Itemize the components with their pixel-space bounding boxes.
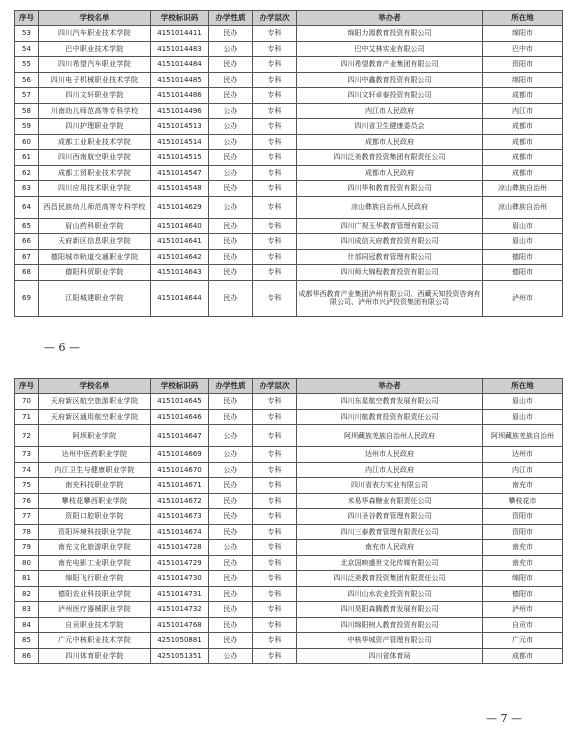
cell-sponsor: 成都市人民政府 <box>297 165 483 181</box>
cell-location: 资阳市 <box>483 509 563 525</box>
cell-code: 4151014732 <box>151 602 209 618</box>
cell-school: 广元中核职业技术学院 <box>39 633 151 649</box>
cell-code: 4151014731 <box>151 586 209 602</box>
cell-school: 四川护理职业学院 <box>39 119 151 135</box>
header-level: 办学层次 <box>253 379 297 394</box>
cell-level: 专科 <box>253 478 297 494</box>
cell-code: 4151014484 <box>151 57 209 73</box>
cell-location: 成都市 <box>483 88 563 104</box>
cell-level: 专科 <box>253 509 297 525</box>
cell-no: 63 <box>15 181 39 197</box>
cell-sponsor: 四川希望教育产业集团有限公司 <box>297 57 483 73</box>
table-row <box>15 571 563 587</box>
cell-no: 59 <box>15 119 39 135</box>
cell-sponsor: 巴中艾林实业有限公司 <box>297 41 483 57</box>
cell-no: 60 <box>15 134 39 150</box>
cell-level: 专科 <box>253 165 297 181</box>
cell-nature: 民办 <box>209 617 253 633</box>
table-row <box>15 234 563 250</box>
cell-location: 德阳市 <box>483 586 563 602</box>
cell-level: 专科 <box>253 234 297 250</box>
cell-sponsor: 达州市人民政府 <box>297 447 483 463</box>
cell-nature: 民办 <box>209 218 253 234</box>
cell-location: 泸州市 <box>483 280 563 316</box>
table-row <box>15 586 563 602</box>
cell-location: 凉山彝族自治州 <box>483 181 563 197</box>
cell-level: 专科 <box>253 462 297 478</box>
cell-location: 眉山市 <box>483 394 563 410</box>
header-sponsor: 举办者 <box>297 11 483 26</box>
cell-nature: 民办 <box>209 509 253 525</box>
cell-no: 55 <box>15 57 39 73</box>
header-no: 序号 <box>15 11 39 26</box>
cell-code: 4151014411 <box>151 26 209 42</box>
cell-school: 天府新区通用航空职业学院 <box>39 409 151 425</box>
cell-school: 自贡职业技术学院 <box>39 617 151 633</box>
table-row <box>15 218 563 234</box>
cell-no: 79 <box>15 540 39 556</box>
cell-no: 65 <box>15 218 39 234</box>
cell-nature: 民办 <box>209 394 253 410</box>
cell-level: 专科 <box>253 134 297 150</box>
cell-location: 成都市 <box>483 134 563 150</box>
cell-no: 67 <box>15 249 39 265</box>
cell-code: 4151014643 <box>151 265 209 281</box>
cell-code: 4151014644 <box>151 280 209 316</box>
header-level: 办学层次 <box>253 11 297 26</box>
cell-school: 四川西南航空职业学院 <box>39 150 151 166</box>
cell-level: 专科 <box>253 181 297 197</box>
cell-level: 专科 <box>253 409 297 425</box>
school-table-page-6 <box>14 10 563 317</box>
cell-school: 资阳环境科技职业学院 <box>39 524 151 540</box>
cell-nature: 民办 <box>209 409 253 425</box>
cell-no: 71 <box>15 409 39 425</box>
table-row <box>15 394 563 410</box>
cell-code: 4151014647 <box>151 425 209 447</box>
table-row <box>15 134 563 150</box>
cell-code: 4251051351 <box>151 648 209 664</box>
cell-location: 南充市 <box>483 540 563 556</box>
table-row <box>15 648 563 664</box>
header-code: 学校标识码 <box>151 11 209 26</box>
cell-no: 64 <box>15 196 39 218</box>
cell-sponsor: 内江市人民政府 <box>297 103 483 119</box>
cell-nature: 民办 <box>209 633 253 649</box>
cell-location: 凉山彝族自治州 <box>483 196 563 218</box>
cell-nature: 民办 <box>209 26 253 42</box>
cell-school: 川南幼儿师范高等专科学校 <box>39 103 151 119</box>
cell-school: 西昌民族幼儿师范高等专科学校 <box>39 196 151 218</box>
header-location: 所在地 <box>483 379 563 394</box>
cell-code: 4151014672 <box>151 493 209 509</box>
cell-sponsor: 四川昊阳森腾教育发展有限公司 <box>297 602 483 618</box>
table-row <box>15 150 563 166</box>
cell-no: 61 <box>15 150 39 166</box>
cell-code: 4151014730 <box>151 571 209 587</box>
table-row <box>15 425 563 447</box>
table-row <box>15 103 563 119</box>
cell-level: 专科 <box>253 555 297 571</box>
cell-nature: 公办 <box>209 196 253 218</box>
cell-nature: 公办 <box>209 425 253 447</box>
cell-level: 专科 <box>253 265 297 281</box>
cell-location: 资阳市 <box>483 57 563 73</box>
cell-code: 4151014729 <box>151 555 209 571</box>
cell-level: 专科 <box>253 394 297 410</box>
table-row <box>15 196 563 218</box>
cell-sponsor: 内江市人民政府 <box>297 462 483 478</box>
cell-code: 4151014671 <box>151 478 209 494</box>
cell-level: 专科 <box>253 648 297 664</box>
table-row <box>15 462 563 478</box>
cell-nature: 民办 <box>209 249 253 265</box>
cell-level: 专科 <box>253 571 297 587</box>
cell-level: 专科 <box>253 524 297 540</box>
cell-nature: 民办 <box>209 478 253 494</box>
cell-no: 75 <box>15 478 39 494</box>
cell-sponsor: 成都市人民政府 <box>297 134 483 150</box>
cell-code: 4251050881 <box>151 633 209 649</box>
table-row <box>15 57 563 73</box>
cell-level: 专科 <box>253 119 297 135</box>
table-body <box>15 26 563 317</box>
cell-location: 资阳市 <box>483 524 563 540</box>
cell-nature: 民办 <box>209 571 253 587</box>
cell-code: 4151014669 <box>151 447 209 463</box>
cell-no: 72 <box>15 425 39 447</box>
cell-nature: 民办 <box>209 602 253 618</box>
cell-level: 专科 <box>253 633 297 649</box>
cell-nature: 公办 <box>209 41 253 57</box>
cell-level: 专科 <box>253 196 297 218</box>
cell-sponsor: 四川圣谷教育管理有限公司 <box>297 509 483 525</box>
cell-sponsor: 四川省卫生健康委员会 <box>297 119 483 135</box>
cell-sponsor: 四川华和教育投资有限公司 <box>297 181 483 197</box>
cell-level: 专科 <box>253 218 297 234</box>
cell-location: 眉山市 <box>483 218 563 234</box>
cell-nature: 民办 <box>209 280 253 316</box>
cell-sponsor: 四川中鑫教育投资有限公司 <box>297 72 483 88</box>
cell-sponsor: 四川山水农业投资有限公司 <box>297 586 483 602</box>
table-row <box>15 249 563 265</box>
cell-location: 德阳市 <box>483 249 563 265</box>
cell-location: 泸州市 <box>483 602 563 618</box>
cell-school: 四川文轩职业学院 <box>39 88 151 104</box>
cell-code: 4151014515 <box>151 150 209 166</box>
table-header-row <box>15 11 563 26</box>
cell-school: 资阳口腔职业学院 <box>39 509 151 525</box>
cell-nature: 民办 <box>209 524 253 540</box>
cell-school: 南充科技职业学院 <box>39 478 151 494</box>
table-row <box>15 617 563 633</box>
table-row <box>15 165 563 181</box>
cell-nature: 民办 <box>209 265 253 281</box>
cell-nature: 公办 <box>209 134 253 150</box>
cell-no: 83 <box>15 602 39 618</box>
cell-no: 57 <box>15 88 39 104</box>
cell-school: 阿坝职业学院 <box>39 425 151 447</box>
header-location: 所在地 <box>483 11 563 26</box>
cell-code: 4151014768 <box>151 617 209 633</box>
cell-level: 专科 <box>253 425 297 447</box>
table-row <box>15 72 563 88</box>
cell-location: 成都市 <box>483 648 563 664</box>
cell-code: 4151014642 <box>151 249 209 265</box>
cell-nature: 公办 <box>209 119 253 135</box>
cell-sponsor: 什邡同冠教育管理有限公司 <box>297 249 483 265</box>
cell-level: 专科 <box>253 617 297 633</box>
cell-location: 绵阳市 <box>483 72 563 88</box>
cell-sponsor: 四川广视玉华教育管理有限公司 <box>297 218 483 234</box>
cell-school: 达州中医药职业学院 <box>39 447 151 463</box>
cell-location: 眉山市 <box>483 409 563 425</box>
cell-no: 58 <box>15 103 39 119</box>
cell-school: 南充电影工业职业学院 <box>39 555 151 571</box>
cell-level: 专科 <box>253 540 297 556</box>
cell-no: 82 <box>15 586 39 602</box>
cell-no: 62 <box>15 165 39 181</box>
cell-school: 江阳城建职业学院 <box>39 280 151 316</box>
table-body <box>15 394 563 664</box>
cell-sponsor: 四川川航教育投资有限责任公司 <box>297 409 483 425</box>
cell-school: 绵阳飞行职业学院 <box>39 571 151 587</box>
cell-school: 四川电子机械职业技术学院 <box>39 72 151 88</box>
cell-level: 专科 <box>253 150 297 166</box>
cell-sponsor: 成都华西教育产业集团泸州有限公司、西藏天知投资咨询有限公司、泸州市兴泸投资集团有限公司 <box>297 280 483 316</box>
cell-school: 德阳城市轨道交通职业学院 <box>39 249 151 265</box>
page-number-7: — 7 — <box>486 712 522 725</box>
cell-sponsor: 四川泛美教育投资集团有限责任公司 <box>297 150 483 166</box>
cell-sponsor: 北京国映盛世文化传媒有限公司 <box>297 555 483 571</box>
cell-no: 68 <box>15 265 39 281</box>
header-school: 学校名单 <box>39 11 151 26</box>
table-row <box>15 41 563 57</box>
cell-location: 内江市 <box>483 462 563 478</box>
cell-no: 78 <box>15 524 39 540</box>
cell-nature: 公办 <box>209 462 253 478</box>
cell-code: 4151014673 <box>151 509 209 525</box>
cell-no: 53 <box>15 26 39 42</box>
cell-school: 德阳科贸职业学院 <box>39 265 151 281</box>
cell-location: 自贡市 <box>483 617 563 633</box>
cell-school: 南充文化旅游职业学院 <box>39 540 151 556</box>
cell-level: 专科 <box>253 72 297 88</box>
cell-no: 73 <box>15 447 39 463</box>
cell-no: 84 <box>15 617 39 633</box>
cell-code: 4151014646 <box>151 409 209 425</box>
cell-sponsor: 四川文轩卓泰投资有限公司 <box>297 88 483 104</box>
cell-school: 四川应用技术职业学院 <box>39 181 151 197</box>
cell-sponsor: 绵阳力源教育投资有限公司 <box>297 26 483 42</box>
table-header-row <box>15 379 563 394</box>
cell-no: 70 <box>15 394 39 410</box>
table-row <box>15 447 563 463</box>
cell-school: 泸州医疗器械职业学院 <box>39 602 151 618</box>
cell-nature: 民办 <box>209 555 253 571</box>
cell-sponsor: 凉山彝族自治州人民政府 <box>297 196 483 218</box>
cell-code: 4151014728 <box>151 540 209 556</box>
cell-sponsor: 中核华城资产管理有限公司 <box>297 633 483 649</box>
cell-location: 绵阳市 <box>483 26 563 42</box>
cell-location: 成都市 <box>483 165 563 181</box>
cell-no: 54 <box>15 41 39 57</box>
cell-code: 4151014641 <box>151 234 209 250</box>
cell-nature: 公办 <box>209 165 253 181</box>
cell-no: 77 <box>15 509 39 525</box>
cell-no: 66 <box>15 234 39 250</box>
header-school: 学校名单 <box>39 379 151 394</box>
cell-code: 4151014629 <box>151 196 209 218</box>
cell-school: 眉山药科职业学院 <box>39 218 151 234</box>
cell-school: 攀枝花攀西职业学院 <box>39 493 151 509</box>
cell-code: 4151014485 <box>151 72 209 88</box>
cell-level: 专科 <box>253 41 297 57</box>
cell-code: 4151014513 <box>151 119 209 135</box>
table-row <box>15 280 563 316</box>
header-nature: 办学性质 <box>209 379 253 394</box>
cell-level: 专科 <box>253 57 297 73</box>
cell-no: 76 <box>15 493 39 509</box>
cell-location: 达州市 <box>483 447 563 463</box>
cell-location: 南充市 <box>483 478 563 494</box>
header-no: 序号 <box>15 379 39 394</box>
cell-no: 69 <box>15 280 39 316</box>
cell-nature: 公办 <box>209 447 253 463</box>
cell-code: 4151014483 <box>151 41 209 57</box>
cell-nature: 民办 <box>209 586 253 602</box>
cell-location: 绵阳市 <box>483 571 563 587</box>
cell-no: 74 <box>15 462 39 478</box>
table-row <box>15 555 563 571</box>
cell-school: 德阳农业科技职业学院 <box>39 586 151 602</box>
table-row <box>15 602 563 618</box>
cell-nature: 公办 <box>209 103 253 119</box>
header-sponsor: 举办者 <box>297 379 483 394</box>
cell-school: 四川汽车职业技术学院 <box>39 26 151 42</box>
cell-location: 内江市 <box>483 103 563 119</box>
cell-level: 专科 <box>253 493 297 509</box>
cell-sponsor: 四川省表方实业有限公司 <box>297 478 483 494</box>
cell-location: 南充市 <box>483 555 563 571</box>
cell-sponsor: 阿坝藏族羌族自治州人民政府 <box>297 425 483 447</box>
cell-no: 86 <box>15 648 39 664</box>
cell-nature: 民办 <box>209 57 253 73</box>
cell-school: 成都工业职业技术学院 <box>39 134 151 150</box>
table-row <box>15 633 563 649</box>
table-row <box>15 119 563 135</box>
cell-code: 4151014496 <box>151 103 209 119</box>
cell-level: 专科 <box>253 103 297 119</box>
cell-sponsor: 米易华森糖业有限责任公司 <box>297 493 483 509</box>
cell-school: 四川希望汽车职业学院 <box>39 57 151 73</box>
table-row <box>15 540 563 556</box>
cell-level: 专科 <box>253 280 297 316</box>
cell-nature: 民办 <box>209 234 253 250</box>
cell-location: 眉山市 <box>483 234 563 250</box>
cell-school: 四川体育职业学院 <box>39 648 151 664</box>
cell-nature: 公办 <box>209 648 253 664</box>
cell-location: 阿坝藏族羌族自治州 <box>483 425 563 447</box>
cell-no: 85 <box>15 633 39 649</box>
cell-location: 攀枝花市 <box>483 493 563 509</box>
cell-code: 4151014640 <box>151 218 209 234</box>
cell-code: 4151014674 <box>151 524 209 540</box>
cell-location: 德阳市 <box>483 265 563 281</box>
cell-nature: 公办 <box>209 540 253 556</box>
cell-sponsor: 南充市人民政府 <box>297 540 483 556</box>
cell-code: 4151014486 <box>151 88 209 104</box>
cell-school: 天府新区航空旅游职业学院 <box>39 394 151 410</box>
cell-sponsor: 四川东星航空教育发展有限公司 <box>297 394 483 410</box>
table-row <box>15 88 563 104</box>
table-row <box>15 509 563 525</box>
cell-sponsor: 四川绵阳树人教育投资有限公司 <box>297 617 483 633</box>
cell-code: 4151014547 <box>151 165 209 181</box>
cell-no: 56 <box>15 72 39 88</box>
table-row <box>15 26 563 42</box>
cell-code: 4151014670 <box>151 462 209 478</box>
cell-code: 4151014548 <box>151 181 209 197</box>
cell-code: 4151014645 <box>151 394 209 410</box>
cell-location: 成都市 <box>483 150 563 166</box>
cell-school: 天府新区信息职业学院 <box>39 234 151 250</box>
cell-nature: 民办 <box>209 493 253 509</box>
cell-code: 4151014514 <box>151 134 209 150</box>
cell-no: 80 <box>15 555 39 571</box>
cell-level: 专科 <box>253 249 297 265</box>
cell-nature: 民办 <box>209 72 253 88</box>
cell-level: 专科 <box>253 26 297 42</box>
table-row <box>15 409 563 425</box>
header-nature: 办学性质 <box>209 11 253 26</box>
cell-sponsor: 四川泛美教育投资集团有限责任公司 <box>297 571 483 587</box>
cell-sponsor: 四川成信天府教育投资有限公司 <box>297 234 483 250</box>
cell-sponsor: 四川省体育局 <box>297 648 483 664</box>
table-row <box>15 265 563 281</box>
page-number-6: — 6 — <box>44 341 80 354</box>
table-row <box>15 478 563 494</box>
header-code: 学校标识码 <box>151 379 209 394</box>
cell-location: 成都市 <box>483 119 563 135</box>
table-row <box>15 493 563 509</box>
cell-no: 81 <box>15 571 39 587</box>
cell-school: 内江卫生与健康职业学院 <box>39 462 151 478</box>
cell-level: 专科 <box>253 88 297 104</box>
cell-school: 成都工贸职业技术学院 <box>39 165 151 181</box>
cell-sponsor: 四川三泰教育管理有限责任公司 <box>297 524 483 540</box>
cell-location: 广元市 <box>483 633 563 649</box>
cell-nature: 民办 <box>209 181 253 197</box>
table-row <box>15 524 563 540</box>
table-row <box>15 181 563 197</box>
cell-level: 专科 <box>253 602 297 618</box>
cell-location: 巴中市 <box>483 41 563 57</box>
cell-level: 专科 <box>253 586 297 602</box>
cell-school: 巴中职业技术学院 <box>39 41 151 57</box>
cell-sponsor: 四川师大锦程教育投资有限公司 <box>297 265 483 281</box>
school-table-page-7 <box>14 378 563 664</box>
cell-nature: 民办 <box>209 150 253 166</box>
cell-level: 专科 <box>253 447 297 463</box>
cell-nature: 民办 <box>209 88 253 104</box>
